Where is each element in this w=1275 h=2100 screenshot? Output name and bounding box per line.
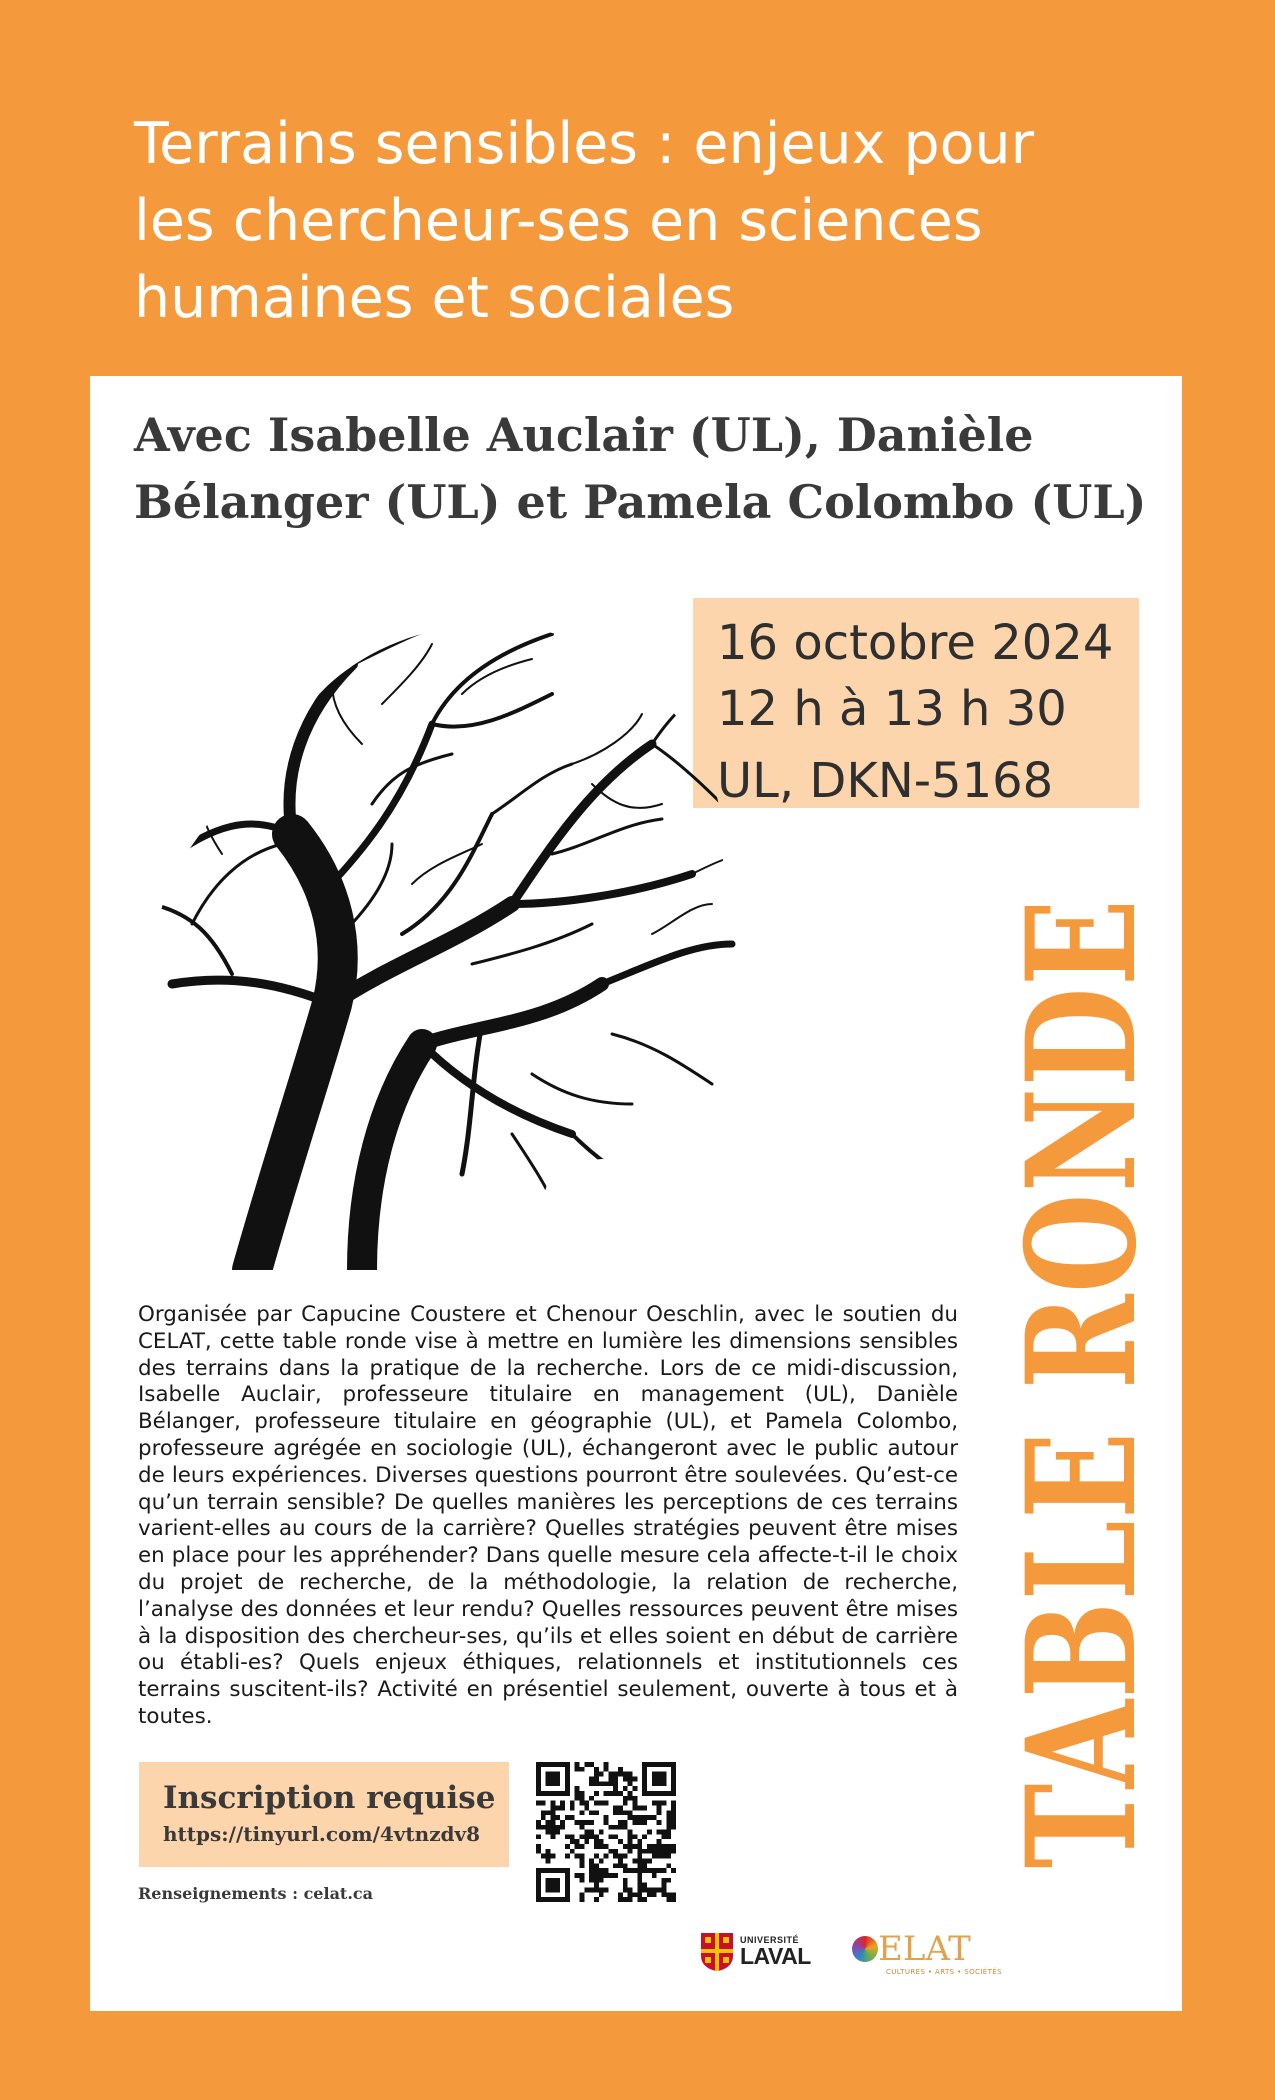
event-date: 16 octobre 2024 [717, 615, 1114, 671]
registration-box [139, 1762, 509, 1867]
qr-code-icon[interactable] [536, 1762, 676, 1902]
title-line: Terrains sensibles : enjeux pour [134, 111, 1035, 177]
vertical-title-text: TABLE RONDE [994, 897, 1170, 1869]
event-time: 12 h à 13 h 30 [717, 681, 1067, 737]
speakers-line: Bélanger (UL) et Pamela Colombo (UL) [134, 475, 1147, 529]
title-line: les chercheur-ses en sciences [134, 188, 983, 254]
celat-word: ELAT [878, 1929, 971, 1969]
poster-title [134, 106, 1194, 337]
celat-logo [852, 1930, 1002, 1980]
laval-logo [700, 1930, 811, 1974]
registration-link[interactable]: https://tinyurl.com/4vtnzdv8 [163, 1822, 481, 1846]
tree-head-silhouette-icon [132, 604, 732, 1270]
event-location: UL, DKN-5168 [717, 753, 1054, 809]
vertical-title [994, 862, 1170, 1904]
registration-title: Inscription requise [163, 1780, 496, 1816]
celat-o-icon [852, 1936, 878, 1962]
laval-logo-small: UNIVERSITÉ [740, 1935, 800, 1945]
event-description: Organisée par Capucine Coustere et Chenour Oeschlin, avec le soutien du CELAT, cette table ronde vise à mettre en lumière les dimensions sensibles des terrains dans la pratique de la recherche. Lors de ce midi-discussion, Isabelle Auclair, professeure titulaire en management (UL), Danièle Bélanger, professeure titulaire en géographie (UL), et Pamela Colombo, professeure agrégée en sociologie (UL), échangeront avec le public autour de leurs expériences. Diverses questions pourront être soulevées. Qu’est-ce qu’un terrain sensible? De quelles manières les perceptions de ces terrains varient-elles au cours de la carrière? Quelles stratégies peuvent être mises en place pour les appréhender? Dans quelle mesure cela affecte-t-il le choix du projet de recherche, de la méthodologie, la relation de recherche, l’analyse des données et leur rendu? Quelles ressources peuvent être mises à la disposition des chercheur-ses, qu’ils et elles soient en début de carrière ou établi-es? Quels enjeux éthiques, relationnels et institutionnels ces terrains suscitent-ils? Activité en présentiel seulement, ouverte à tous et à toutes. [138, 1302, 958, 1729]
speakers-line: Avec Isabelle Auclair (UL), Danièle [134, 408, 1034, 462]
title-line: humaines et sociales [134, 265, 735, 331]
laval-crest-icon [700, 1932, 734, 1972]
speakers-heading [134, 402, 1164, 536]
celat-tagline: CULTURES • ARTS • SOCIÉTÉS [886, 1968, 1002, 1976]
laval-logo-big: LAVAL [740, 1943, 811, 1969]
celat-wordmark [852, 1930, 1002, 1968]
event-info-box [693, 598, 1139, 808]
contact-info: Renseignements : celat.ca [138, 1884, 373, 1903]
